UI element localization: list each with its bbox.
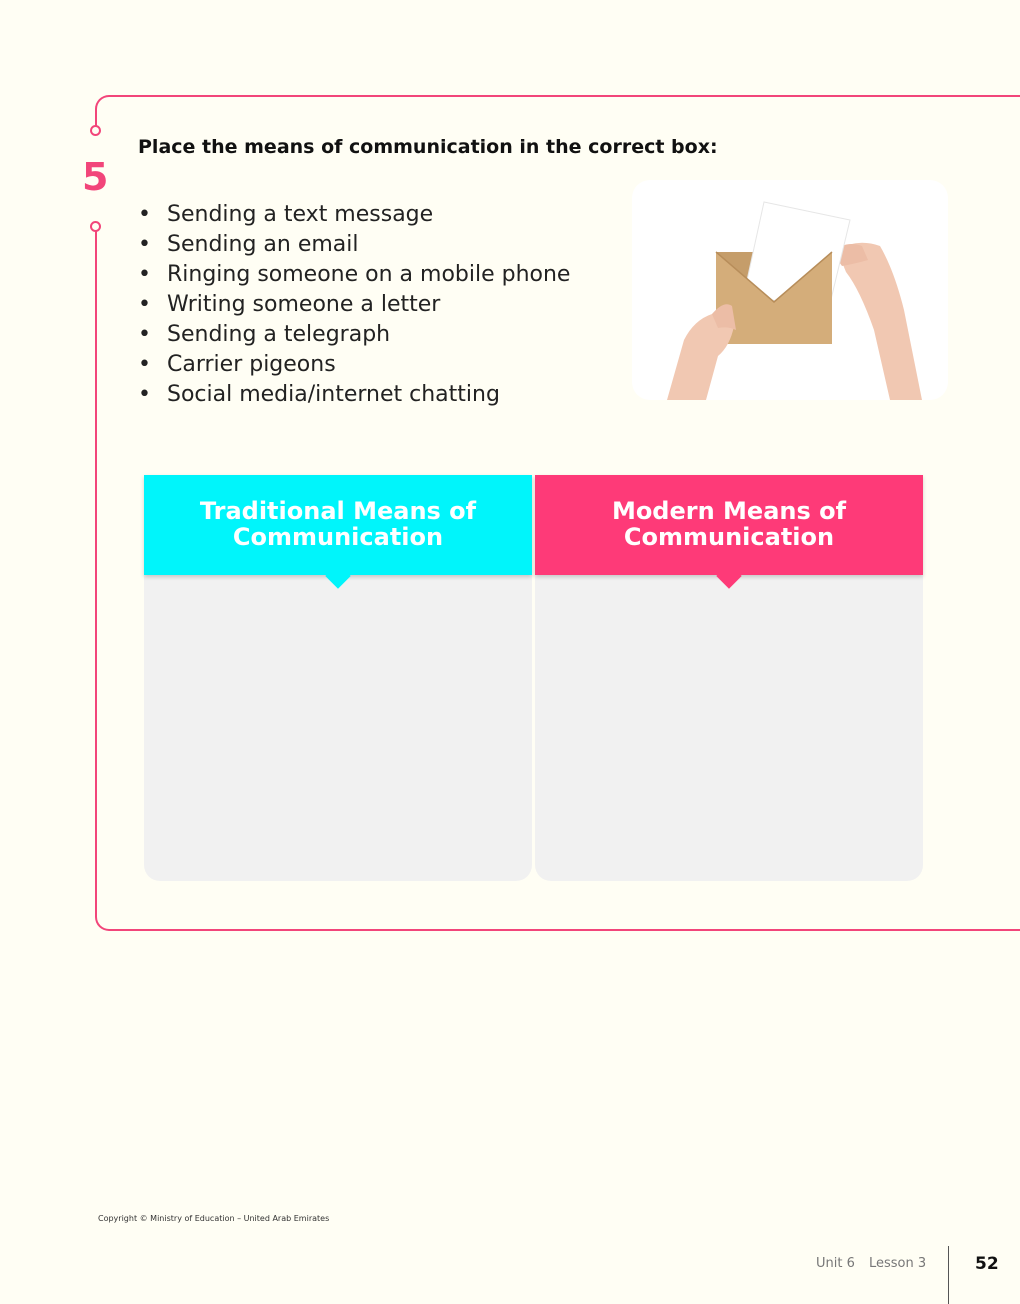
bullet: • xyxy=(138,232,151,257)
traditional-means-column xyxy=(144,475,532,881)
list-item xyxy=(138,320,570,350)
list-item xyxy=(138,380,570,410)
modern-means-header xyxy=(535,475,923,575)
list-item xyxy=(138,290,570,320)
list-item xyxy=(138,230,570,260)
exercise-instruction: Place the means of communication in the correct box: xyxy=(138,136,718,158)
traditional-means-title: Traditional Means of Communication xyxy=(199,497,477,551)
list-item xyxy=(138,200,570,230)
bullet: • xyxy=(138,292,151,317)
list-item-text: Ringing someone on a mobile phone xyxy=(167,262,571,287)
footer-divider xyxy=(948,1246,949,1304)
bullet: • xyxy=(138,262,151,287)
list-item xyxy=(138,350,570,380)
list-item-text: Social media/internet chatting xyxy=(167,382,500,407)
modern-means-column xyxy=(535,475,923,881)
page-number: 52 xyxy=(975,1254,999,1274)
bullet: • xyxy=(138,322,151,347)
bullet: • xyxy=(138,352,151,377)
traditional-means-header xyxy=(144,475,532,575)
list-item-text: Sending an email xyxy=(167,232,359,257)
footer-unit: Unit 6 xyxy=(816,1256,855,1271)
list-item-text: Sending a telegraph xyxy=(167,322,391,347)
frame-dot-top xyxy=(90,125,101,136)
copyright-notice: Copyright © Ministry of Education – United Arab Emirates xyxy=(98,1214,330,1223)
list-item-text: Carrier pigeons xyxy=(167,352,336,377)
modern-answer-box[interactable] xyxy=(535,575,923,881)
bullet: • xyxy=(138,202,151,227)
envelope-illustration xyxy=(632,180,948,400)
exercise-number: 5 xyxy=(82,155,109,199)
footer-lesson: Lesson 3 xyxy=(869,1256,927,1271)
list-item-text: Sending a text message xyxy=(167,202,434,227)
bullet: • xyxy=(138,382,151,407)
list-item xyxy=(138,260,570,290)
modern-means-title: Modern Means of Communication xyxy=(611,497,847,551)
frame-dot-bottom xyxy=(90,221,101,232)
traditional-answer-box[interactable] xyxy=(144,575,532,881)
list-item-text: Writing someone a letter xyxy=(167,292,441,317)
envelope-photo xyxy=(632,180,948,400)
communication-items-list xyxy=(138,200,570,410)
